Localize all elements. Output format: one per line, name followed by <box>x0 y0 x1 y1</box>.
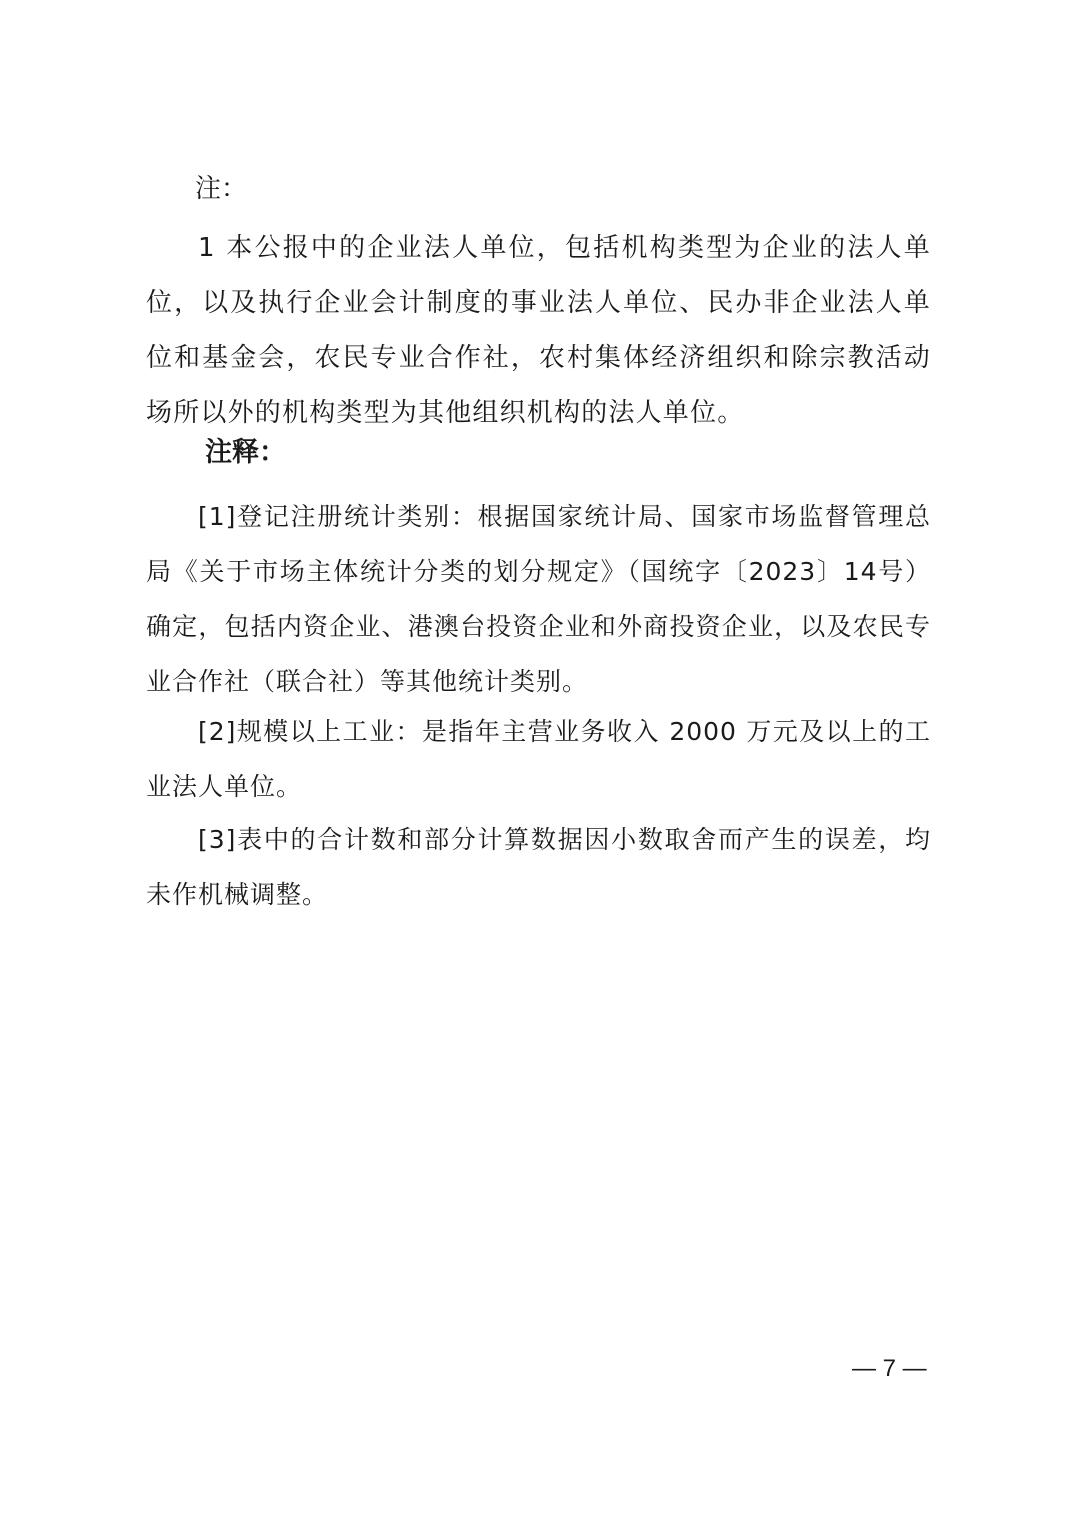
note-item-1: 1 本公报中的企业法人单位，包括机构类型为企业的法人单位，以及执行企业会计制度的事业法人单位、民办非企业法人单位和基金会，农民专业合作社，农村集体经济组织和除宗教活动场所以外的机构类型为其他组织机构的法人单位。 <box>146 233 931 428</box>
footnote-1: [1]登记注册统计类别：根据国家统计局、国家市场监督管理总局《关于市场主体统计分类的划分规定》（国统字〔2023〕14号）确定，包括内资企业、港澳台投资企业和外商投资企业，以及农民专业合作社（联合社）等其他统计类别。 <box>146 502 931 696</box>
footnote-3: [3]表中的合计数和部分计算数据因小数取舍而产生的误差，均未作机械调整。 <box>146 825 931 909</box>
explanation-heading: 注释： <box>205 437 286 468</box>
footnote-2: [2]规模以上工业：是指年主营业务收入 2000 万元及以上的工业法人单位。 <box>146 717 931 801</box>
note-heading: 注： <box>195 174 248 204</box>
page-number: — 7 — <box>852 1355 927 1382</box>
